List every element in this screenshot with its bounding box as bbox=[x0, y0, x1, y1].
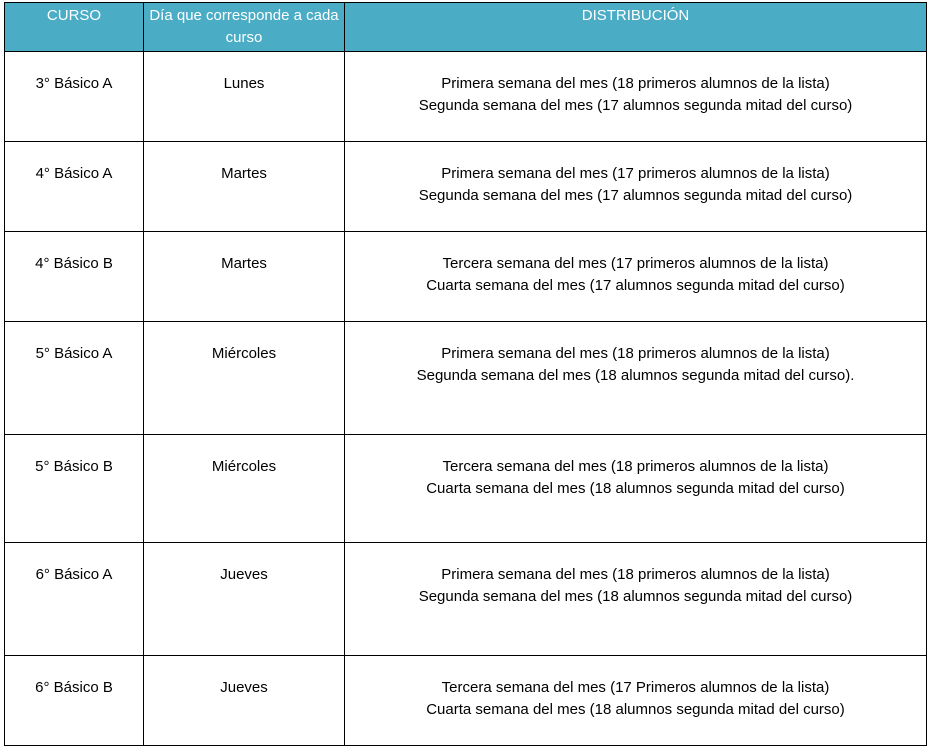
distribucion-line: Cuarta semana del mes (18 alumnos segunda mitad del curso) bbox=[426, 701, 845, 718]
table-row bbox=[5, 656, 927, 746]
curso-cell: 5° Básico A bbox=[5, 322, 144, 435]
distribucion-line: Tercera semana del mes (17 primeros alumnos de la lista) bbox=[442, 255, 829, 272]
distribucion-line: Tercera semana del mes (17 Primeros alumnos de la lista) bbox=[441, 679, 830, 696]
dia-cell: Lunes bbox=[144, 52, 345, 142]
curso-cell: 4° Básico A bbox=[5, 142, 144, 232]
table-row bbox=[5, 232, 927, 322]
dia-cell: Miércoles bbox=[144, 435, 345, 543]
header-row bbox=[5, 3, 927, 52]
table-row bbox=[5, 322, 927, 435]
header-distribucion: DISTRIBUCIÓN bbox=[345, 3, 927, 52]
distribucion-cell bbox=[345, 435, 927, 543]
distribucion-line: Segunda semana del mes (17 alumnos segunda mitad del curso) bbox=[418, 187, 853, 204]
distribucion-line: Segunda semana del mes (18 alumnos segunda mitad del curso) bbox=[418, 588, 853, 605]
distribucion-cell bbox=[345, 232, 927, 322]
distribucion-line: Primera semana del mes (18 primeros alumnos de la lista) bbox=[441, 75, 830, 92]
distribucion-line: Tercera semana del mes (18 primeros alumnos de la lista) bbox=[442, 458, 829, 475]
distribucion-line: Segunda semana del mes (18 alumnos segunda mitad del curso). bbox=[416, 367, 855, 384]
table-row bbox=[5, 543, 927, 656]
table-row bbox=[5, 435, 927, 543]
curso-cell: 4° Básico B bbox=[5, 232, 144, 322]
distribucion-line: Primera semana del mes (17 primeros alumnos de la lista) bbox=[441, 165, 830, 182]
dia-cell: Jueves bbox=[144, 656, 345, 746]
distribucion-line: Cuarta semana del mes (18 alumnos segunda mitad del curso) bbox=[426, 480, 845, 497]
dia-cell: Miércoles bbox=[144, 322, 345, 435]
schedule-table bbox=[4, 2, 927, 746]
curso-cell: 6° Básico A bbox=[5, 543, 144, 656]
distribucion-line: Primera semana del mes (18 primeros alumnos de la lista) bbox=[441, 566, 830, 583]
distribucion-cell bbox=[345, 142, 927, 232]
dia-cell: Jueves bbox=[144, 543, 345, 656]
distribucion-line: Cuarta semana del mes (17 alumnos segunda mitad del curso) bbox=[426, 277, 845, 294]
distribucion-line: Segunda semana del mes (17 alumnos segunda mitad del curso) bbox=[418, 97, 853, 114]
distribucion-cell bbox=[345, 322, 927, 435]
curso-cell: 6° Básico B bbox=[5, 656, 144, 746]
curso-cell: 5° Básico B bbox=[5, 435, 144, 543]
distribucion-cell bbox=[345, 52, 927, 142]
table-row bbox=[5, 142, 927, 232]
dia-cell: Martes bbox=[144, 232, 345, 322]
table-row bbox=[5, 52, 927, 142]
dia-cell: Martes bbox=[144, 142, 345, 232]
header-dia: Día que corresponde a cada curso bbox=[144, 3, 345, 52]
curso-cell: 3° Básico A bbox=[5, 52, 144, 142]
distribucion-line: Primera semana del mes (18 primeros alumnos de la lista) bbox=[441, 345, 830, 362]
distribucion-cell bbox=[345, 543, 927, 656]
distribucion-cell bbox=[345, 656, 927, 746]
header-curso: CURSO bbox=[5, 3, 144, 52]
